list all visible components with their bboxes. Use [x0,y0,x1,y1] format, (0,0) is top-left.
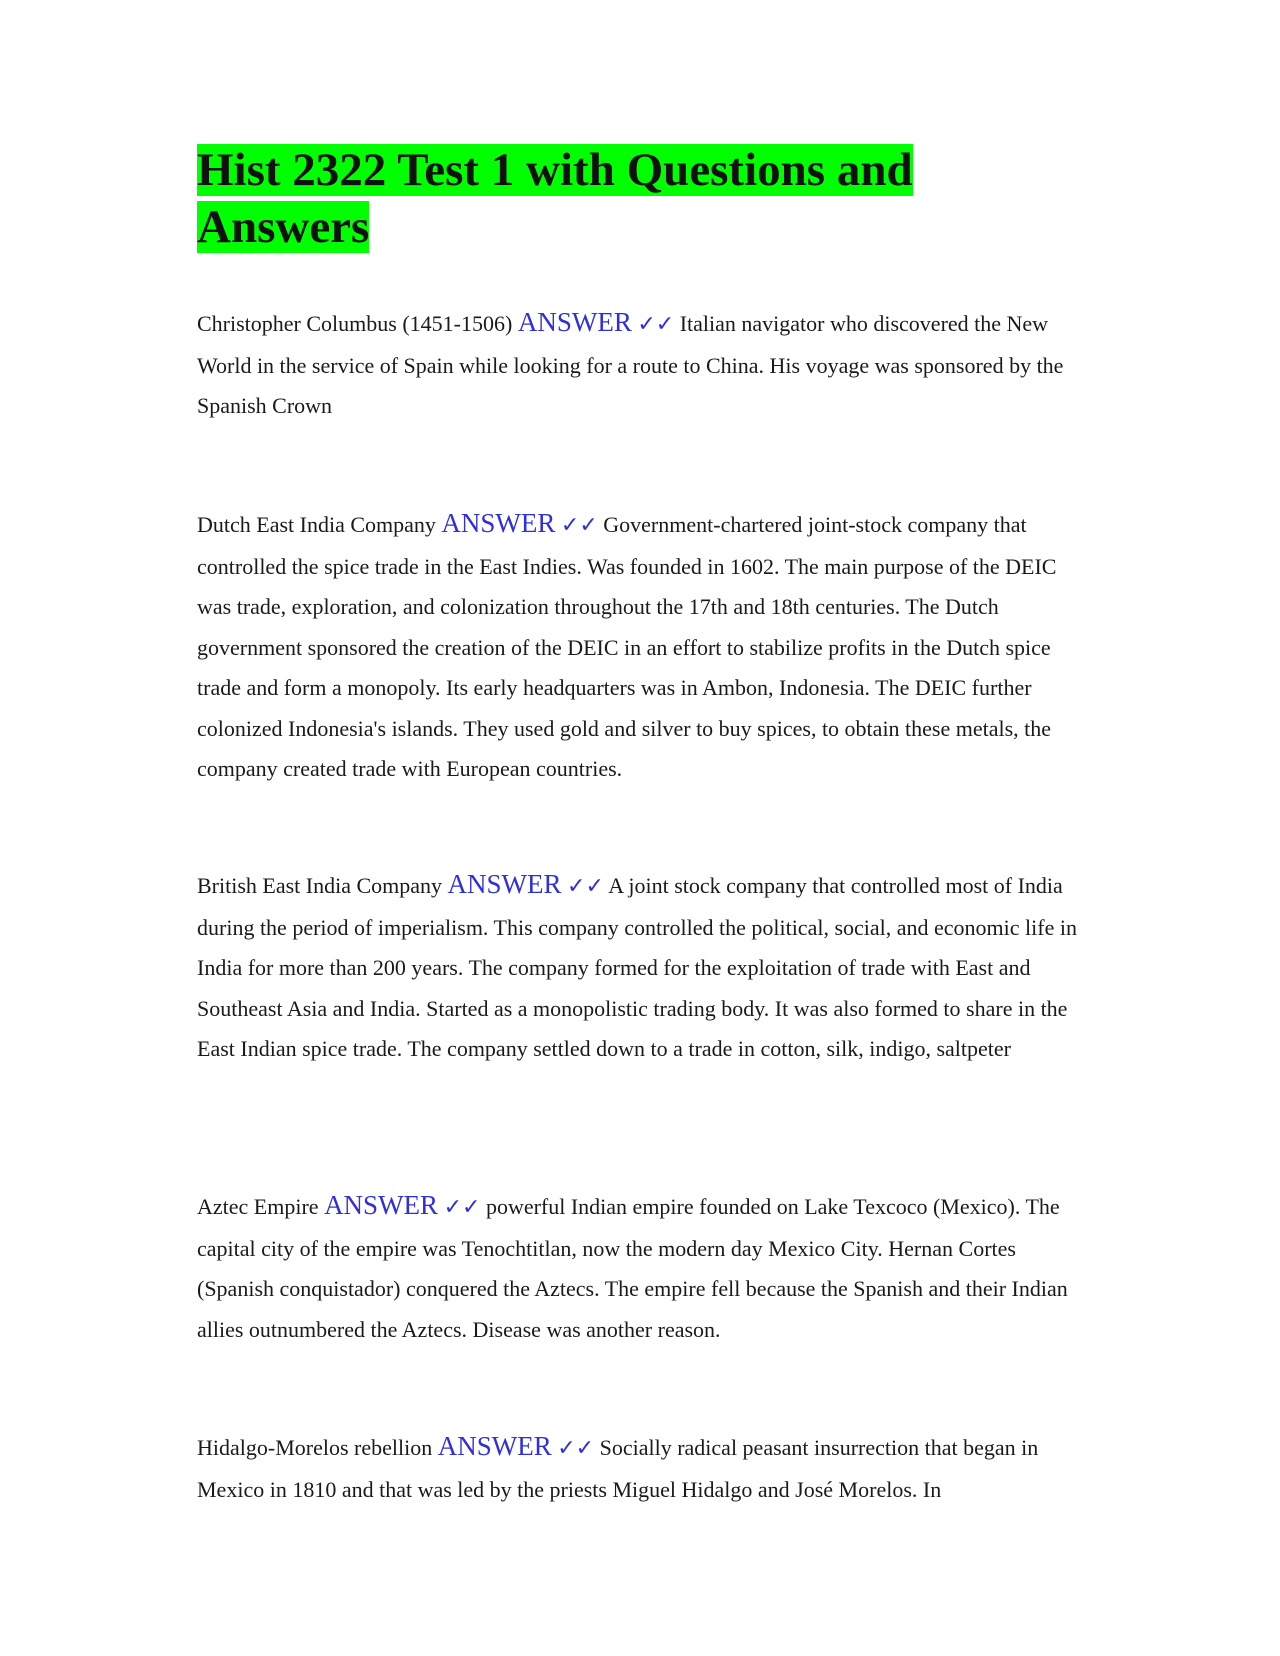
qa-entry [197,1185,1087,1350]
entry-definition: Italian navigator who discovered the New World in the service of Spain while looking for a route to China. His voyage was sponsored by the Spanish Crown [197,311,1064,418]
checkmark-icon: ✓✓ [567,874,604,899]
answer-label: ANSWER [324,1190,439,1220]
entry-term: Christopher Columbus (1451-1506) [197,311,513,336]
checkmark-icon: ✓✓ [560,513,598,538]
answer-label: ANSWER [441,508,556,538]
entry-definition: Government-chartered joint-stock company that controlled the spice trade in the East Indies. Was founded in 1602. The main purpose of the DEIC was trade, exploration, and colonization throughout the 17th and 18th centuries. The Dutch government sponsored the creation of the DEIC in an effort to stabilize profits in the Dutch spice trade and form a monopoly. Its early headquarters was in Ambon, Indonesia. The DEIC further colonized Indonesia's islands. They used gold and silver to buy spices, to obtain these metals, the company created trade with European countries. [197,512,1057,781]
entry-term: British East India Company [197,873,443,898]
answer-label: ANSWER [447,869,562,899]
document-title [197,142,957,256]
checkmark-icon: ✓✓ [637,312,675,337]
qa-entry [197,1426,1087,1510]
entry-definition: powerful Indian empire founded on Lake Texcoco (Mexico). The capital city of the empire was Tenochtitlan, now the modern day Mexico City. Hernan Cortes (Spanish conquistador) conquered the Aztecs. The empire fell because the Spanish and their Indian allies outnumbered the Aztecs. Disease was another reason. [197,1194,1068,1342]
entry-term: Aztec Empire [197,1194,319,1219]
qa-entry [197,302,1087,427]
checkmark-icon: ✓✓ [443,1195,481,1220]
document-title-text: Hist 2322 Test 1 with Questions and Answers [197,144,913,253]
answer-label: ANSWER [517,307,632,337]
checkmark-icon: ✓✓ [557,1436,595,1461]
qa-entry [197,503,1087,790]
entry-term: Dutch East India Company [197,512,436,537]
entry-term: Hidalgo-Morelos rebellion [197,1435,433,1460]
qa-entry [197,864,1087,1070]
answer-label: ANSWER [437,1431,552,1461]
entry-definition: Socially radical peasant insurrection that began in Mexico in 1810 and that was led by the priests Miguel Hidalgo and José Morelos. In [197,1435,1039,1502]
entry-definition: A joint stock company that controlled most of India during the period of imperialism. This company controlled the political, social, and economic life in India for more than 200 years. The company formed for the exploitation of trade with East and Southeast Asia and India. Started as a monopolistic trading body. It was also formed to share in the East Indian spice trade. The company settled down to a trade in cotton, silk, indigo, saltpeter [197,873,1077,1061]
